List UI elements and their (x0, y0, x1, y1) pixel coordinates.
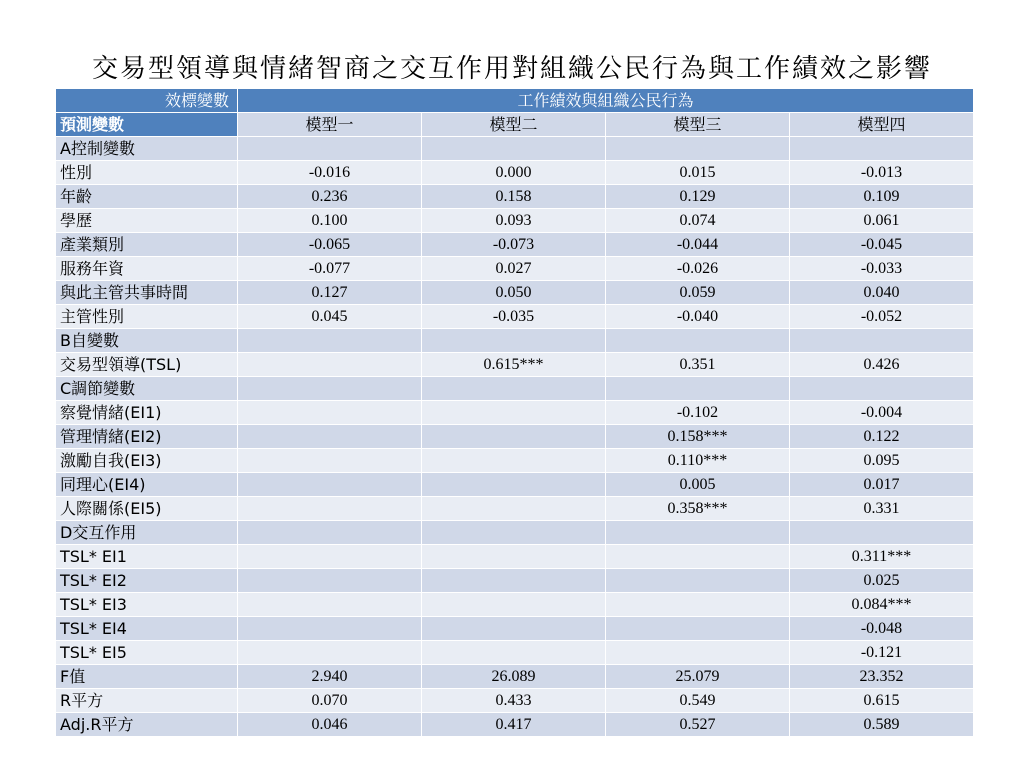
row-label: 年齡 (56, 185, 238, 209)
row-label: F值 (56, 665, 238, 689)
cell-model-4: -0.045 (790, 233, 974, 257)
table-row (56, 665, 974, 689)
cell-model-1: 0.046 (238, 713, 422, 737)
cell-model-4: 0.426 (790, 353, 974, 377)
row-label: 學歷 (56, 209, 238, 233)
cell-model-2: 0.050 (422, 281, 606, 305)
cell-model-3: 0.158*** (606, 425, 790, 449)
model-1-header: 模型一 (238, 113, 422, 137)
cell-model-4: 23.352 (790, 665, 974, 689)
cell-model-3: -0.040 (606, 305, 790, 329)
cell-model-4 (790, 137, 974, 161)
cell-model-4: -0.004 (790, 401, 974, 425)
cell-model-3 (606, 545, 790, 569)
cell-model-3: 0.110*** (606, 449, 790, 473)
model-2-header: 模型二 (422, 113, 606, 137)
cell-model-2 (422, 617, 606, 641)
model-4-header: 模型四 (790, 113, 974, 137)
dependent-variable-header: 工作績效與組織公民行為 (238, 89, 974, 113)
table-row (56, 209, 974, 233)
row-label: 激勵自我(EI3) (56, 449, 238, 473)
table-row (56, 329, 974, 353)
cell-model-3: -0.044 (606, 233, 790, 257)
cell-model-2: 26.089 (422, 665, 606, 689)
cell-model-3 (606, 329, 790, 353)
cell-model-1: 2.940 (238, 665, 422, 689)
table-row (56, 521, 974, 545)
cell-model-1: 0.100 (238, 209, 422, 233)
cell-model-2 (422, 425, 606, 449)
row-label: 主管性別 (56, 305, 238, 329)
cell-model-1 (238, 593, 422, 617)
cell-model-3 (606, 521, 790, 545)
table-row (56, 305, 974, 329)
cell-model-4 (790, 521, 974, 545)
model-header-row (56, 113, 974, 137)
table-row (56, 569, 974, 593)
predictor-variable-label: 預測變數 (56, 113, 238, 137)
cell-model-3: -0.026 (606, 257, 790, 281)
cell-model-4 (790, 329, 974, 353)
cell-model-3: 0.351 (606, 353, 790, 377)
cell-model-3: 0.074 (606, 209, 790, 233)
cell-model-4: 0.311*** (790, 545, 974, 569)
cell-model-1 (238, 497, 422, 521)
cell-model-4: -0.013 (790, 161, 974, 185)
cell-model-1: 0.127 (238, 281, 422, 305)
cell-model-2 (422, 521, 606, 545)
cell-model-2: 0.158 (422, 185, 606, 209)
regression-table (55, 88, 974, 737)
row-label: C調節變數 (56, 377, 238, 401)
cell-model-1 (238, 353, 422, 377)
cell-model-1 (238, 617, 422, 641)
criterion-variable-label: 效標變數 (56, 89, 238, 113)
cell-model-1 (238, 449, 422, 473)
table-row (56, 593, 974, 617)
cell-model-4: 0.122 (790, 425, 974, 449)
cell-model-2: 0.433 (422, 689, 606, 713)
row-label: TSL* EI1 (56, 545, 238, 569)
table-row (56, 401, 974, 425)
row-label: Adj.R平方 (56, 713, 238, 737)
row-label: 性別 (56, 161, 238, 185)
table-row (56, 497, 974, 521)
table-row (56, 233, 974, 257)
cell-model-2: 0.000 (422, 161, 606, 185)
table-row (56, 449, 974, 473)
row-label: 人際關係(EI5) (56, 497, 238, 521)
cell-model-1 (238, 377, 422, 401)
cell-model-3: 0.527 (606, 713, 790, 737)
table-row (56, 713, 974, 737)
row-label: 交易型領導(TSL) (56, 353, 238, 377)
row-label: 服務年資 (56, 257, 238, 281)
cell-model-4: 0.095 (790, 449, 974, 473)
header-row (56, 89, 974, 113)
cell-model-1: -0.077 (238, 257, 422, 281)
table-row (56, 377, 974, 401)
cell-model-3: 0.005 (606, 473, 790, 497)
cell-model-4: -0.048 (790, 617, 974, 641)
cell-model-2: 0.093 (422, 209, 606, 233)
row-label: TSL* EI3 (56, 593, 238, 617)
cell-model-3 (606, 617, 790, 641)
cell-model-2 (422, 473, 606, 497)
table-row (56, 353, 974, 377)
cell-model-4: -0.121 (790, 641, 974, 665)
cell-model-1: -0.016 (238, 161, 422, 185)
cell-model-4: 0.109 (790, 185, 974, 209)
table-row (56, 161, 974, 185)
cell-model-2 (422, 497, 606, 521)
row-label: 同理心(EI4) (56, 473, 238, 497)
slide-title: 交易型領導與情緒智商之交互作用對組織公民行為與工作績效之影響 (91, 54, 932, 84)
cell-model-1 (238, 521, 422, 545)
cell-model-3: 0.015 (606, 161, 790, 185)
cell-model-3 (606, 593, 790, 617)
table-row (56, 641, 974, 665)
cell-model-1 (238, 473, 422, 497)
cell-model-1: 0.070 (238, 689, 422, 713)
table-row (56, 545, 974, 569)
row-label: 察覺情緒(EI1) (56, 401, 238, 425)
row-label: B自變數 (56, 329, 238, 353)
cell-model-4: 0.017 (790, 473, 974, 497)
table-row (56, 185, 974, 209)
cell-model-1 (238, 545, 422, 569)
cell-model-3: 0.059 (606, 281, 790, 305)
table-row (56, 257, 974, 281)
cell-model-4: 0.025 (790, 569, 974, 593)
row-label: R平方 (56, 689, 238, 713)
row-label: D交互作用 (56, 521, 238, 545)
cell-model-3 (606, 641, 790, 665)
cell-model-2 (422, 377, 606, 401)
table-row (56, 617, 974, 641)
row-label: 產業類別 (56, 233, 238, 257)
cell-model-2: 0.417 (422, 713, 606, 737)
cell-model-1: 0.236 (238, 185, 422, 209)
cell-model-2 (422, 401, 606, 425)
cell-model-2: 0.615*** (422, 353, 606, 377)
row-label: TSL* EI4 (56, 617, 238, 641)
row-label: TSL* EI5 (56, 641, 238, 665)
cell-model-4: 0.331 (790, 497, 974, 521)
cell-model-1 (238, 137, 422, 161)
cell-model-3: -0.102 (606, 401, 790, 425)
cell-model-1 (238, 425, 422, 449)
cell-model-3 (606, 569, 790, 593)
cell-model-4: -0.033 (790, 257, 974, 281)
row-label: A控制變數 (56, 137, 238, 161)
table-row (56, 281, 974, 305)
table-row (56, 473, 974, 497)
model-3-header: 模型三 (606, 113, 790, 137)
cell-model-4: 0.084*** (790, 593, 974, 617)
table-row (56, 689, 974, 713)
table-row (56, 137, 974, 161)
cell-model-2 (422, 329, 606, 353)
table-row (56, 425, 974, 449)
row-label: TSL* EI2 (56, 569, 238, 593)
row-label: 管理情緒(EI2) (56, 425, 238, 449)
cell-model-1: -0.065 (238, 233, 422, 257)
cell-model-2: -0.035 (422, 305, 606, 329)
cell-model-2 (422, 569, 606, 593)
cell-model-2 (422, 137, 606, 161)
cell-model-2 (422, 593, 606, 617)
cell-model-4: 0.061 (790, 209, 974, 233)
cell-model-1: 0.045 (238, 305, 422, 329)
cell-model-2 (422, 545, 606, 569)
cell-model-3: 25.079 (606, 665, 790, 689)
cell-model-3 (606, 377, 790, 401)
cell-model-2: 0.027 (422, 257, 606, 281)
cell-model-2 (422, 641, 606, 665)
cell-model-1 (238, 641, 422, 665)
cell-model-4: -0.052 (790, 305, 974, 329)
cell-model-1 (238, 329, 422, 353)
cell-model-4: 0.615 (790, 689, 974, 713)
cell-model-3: 0.549 (606, 689, 790, 713)
cell-model-1 (238, 401, 422, 425)
cell-model-3 (606, 137, 790, 161)
cell-model-4: 0.040 (790, 281, 974, 305)
row-label: 與此主管共事時間 (56, 281, 238, 305)
cell-model-2 (422, 449, 606, 473)
cell-model-4: 0.589 (790, 713, 974, 737)
cell-model-2: -0.073 (422, 233, 606, 257)
cell-model-3: 0.129 (606, 185, 790, 209)
cell-model-3: 0.358*** (606, 497, 790, 521)
cell-model-4 (790, 377, 974, 401)
cell-model-1 (238, 569, 422, 593)
